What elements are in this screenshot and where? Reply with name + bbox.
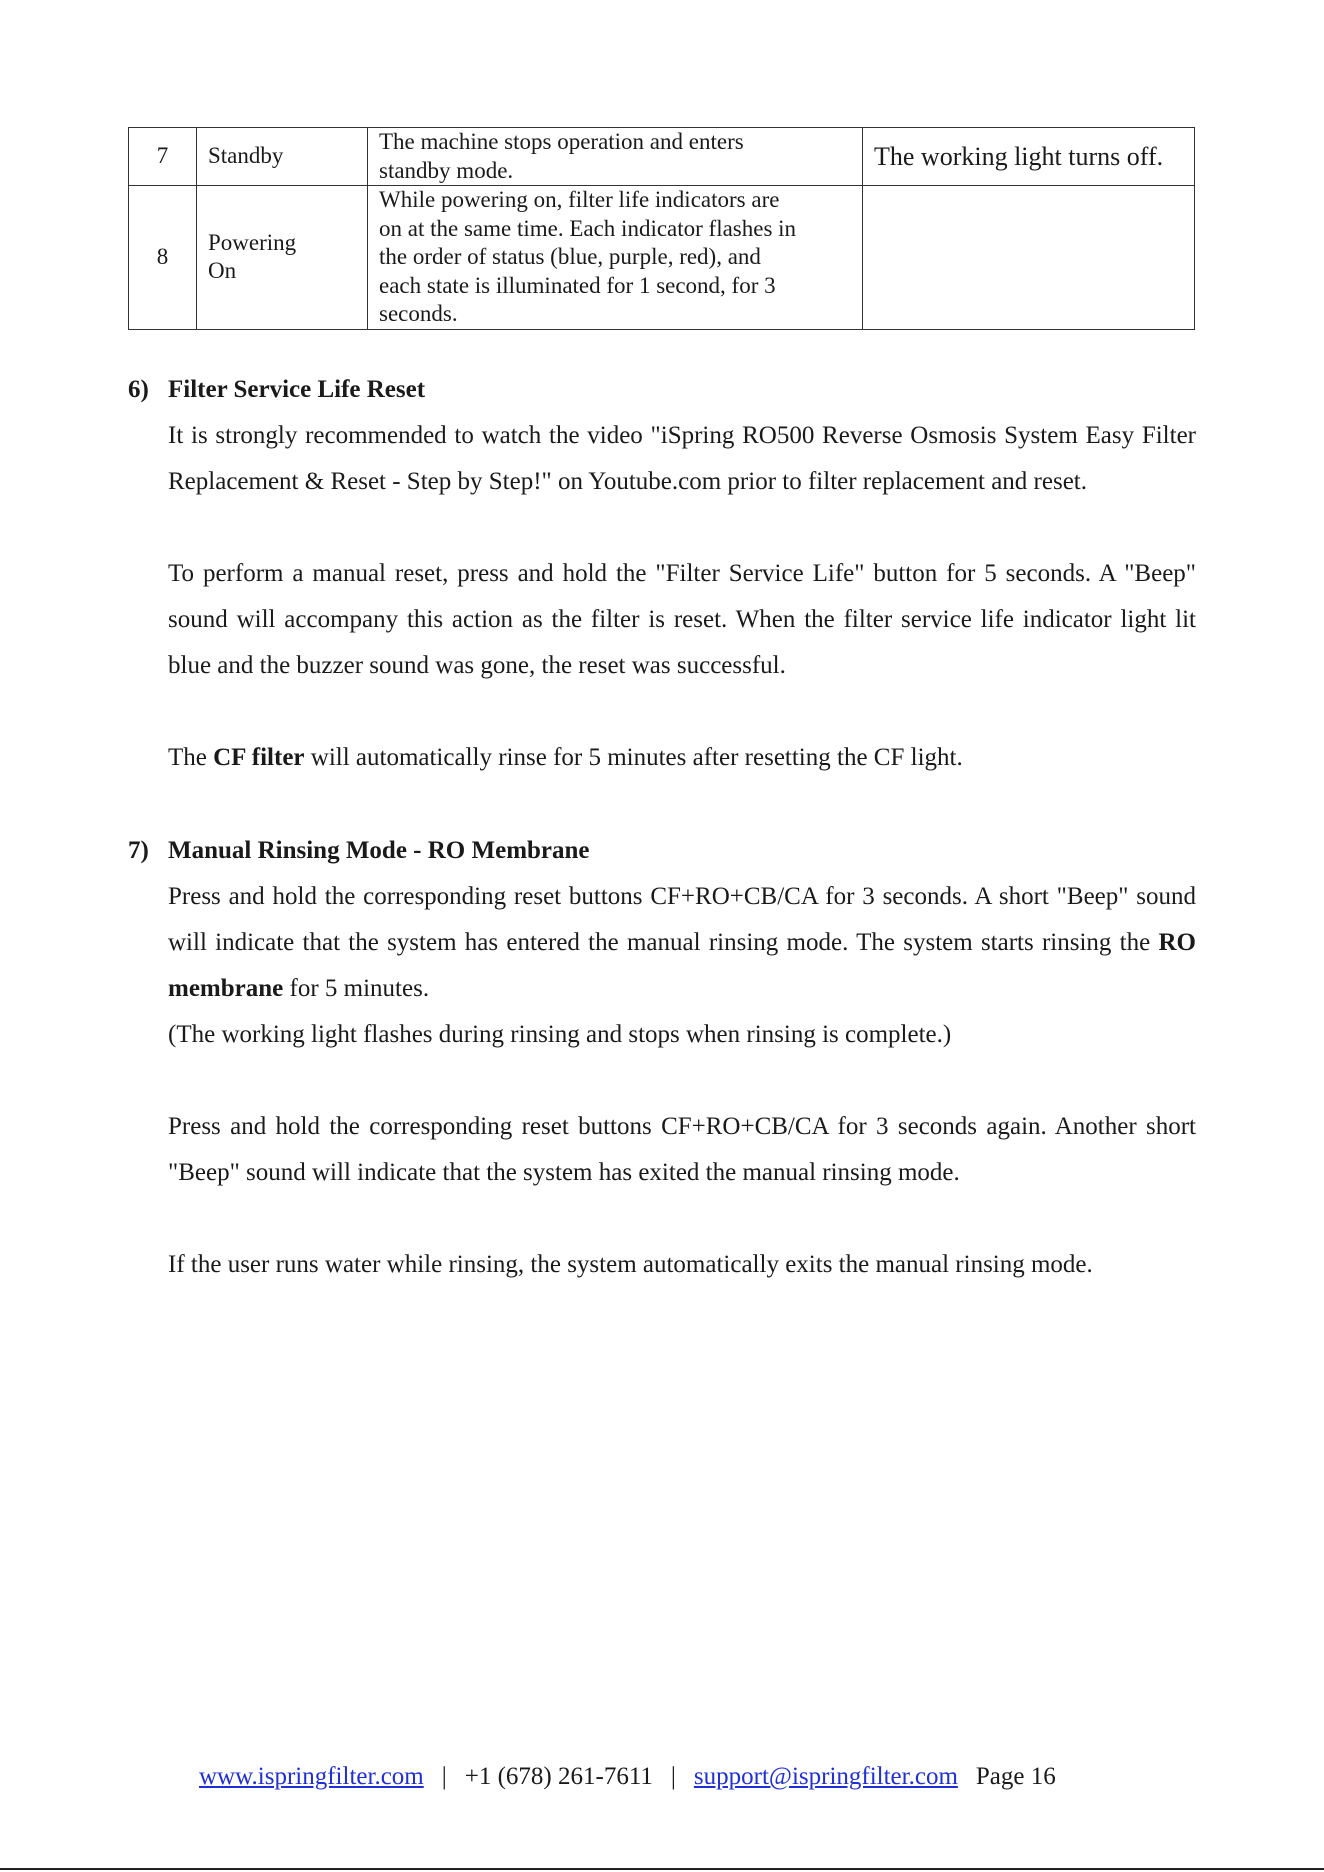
row-description — [368, 128, 863, 186]
paragraph-note: (The working light flashes during rinsing and stops when rinsing is complete.) — [168, 1021, 952, 1048]
row-mode-name: Standby — [197, 128, 368, 186]
description-line: each state is illuminated for 1 second, for 3 — [379, 272, 776, 298]
mode-name-line: On — [208, 258, 237, 284]
mode-name-line: Powering — [208, 229, 297, 255]
section-title: Manual Rinsing Mode - RO Membrane — [168, 837, 590, 864]
section-number: 6) — [128, 376, 149, 403]
row-mode-name — [197, 186, 368, 330]
table-row — [129, 128, 1195, 186]
phone-number: +1 (678) 261-7611 — [464, 1763, 653, 1790]
page-footer — [0, 1760, 1324, 1794]
paragraph-manual-reset: To perform a manual reset, press and hold the "Filter Service Life" button for 5 seconds. A "Beep" sound will accompany this action as the filter is reset. When the filter service life indicator light lit blue and the buzzer sound was gone, the reset was successful. — [168, 560, 1196, 679]
row-status: The working light turns off. — [863, 128, 1195, 186]
bold-term: CF filter — [213, 744, 305, 771]
paragraph-video-recommendation: It is strongly recommended to watch the video "iSpring RO500 Reverse Osmosis System Easy Filter Replacement & Reset - Step by Step!" on Youtube.com prior to filter replacement and reset. — [168, 422, 1196, 495]
bottom-divider — [0, 1868, 1324, 1870]
email-link[interactable]: support@ispringfilter.com — [693, 1763, 958, 1790]
row-number: 8 — [129, 186, 197, 330]
description-line: the order of status (blue, purple, red), and — [379, 244, 761, 269]
section-heading — [128, 836, 1196, 866]
footer-separator: | — [670, 1763, 676, 1790]
website-link[interactable]: www.ispringfilter.com — [199, 1763, 424, 1790]
table-row — [129, 186, 1195, 330]
paragraph-auto-exit: If the user runs water while rinsing, the system automatically exits the manual rinsing mode. — [168, 1251, 1093, 1278]
row-description — [368, 186, 863, 330]
section-manual-rinsing — [128, 836, 1196, 1288]
footer-separator: | — [441, 1763, 447, 1790]
section-body — [128, 874, 1196, 1288]
text-run: The — [168, 744, 214, 771]
text-run: will automatically rinse for 5 minutes after resetting the CF light. — [304, 744, 963, 771]
description-line: standby mode. — [379, 157, 514, 183]
text-run: for 5 minutes. — [283, 975, 430, 1002]
description-line: The machine stops operation and enters — [379, 129, 744, 154]
paragraph-enter-rinse — [168, 874, 1196, 1012]
section-number: 7) — [128, 837, 149, 864]
description-line: on at the same time. Each indicator flashes in — [379, 215, 797, 241]
row-status — [863, 186, 1195, 330]
section-filter-reset — [128, 375, 1196, 781]
description-line: While powering on, filter life indicators are — [379, 187, 780, 212]
status-table — [128, 127, 1195, 330]
page-number: Page 16 — [975, 1763, 1056, 1790]
description-line: seconds. — [379, 301, 458, 326]
paragraph-exit-rinse: Press and hold the corresponding reset buttons CF+RO+CB/CA for 3 seconds again. Another short "Beep" sound will indicate that the system has exited the manual rinsing mode. — [168, 1113, 1196, 1186]
text-run: Press and hold the corresponding reset buttons CF+RO+CB/CA for 3 seconds. A short "Beep" sound will indicate that the system has entered the manual rinsing mode. The system starts rinsing the — [168, 883, 1196, 956]
section-body — [128, 413, 1196, 781]
row-number: 7 — [129, 128, 197, 186]
bold-term: RO membrane — [168, 929, 1196, 1002]
section-title: Filter Service Life Reset — [168, 376, 426, 403]
section-heading — [128, 375, 1196, 405]
paragraph-cf-rinse — [168, 735, 1196, 781]
